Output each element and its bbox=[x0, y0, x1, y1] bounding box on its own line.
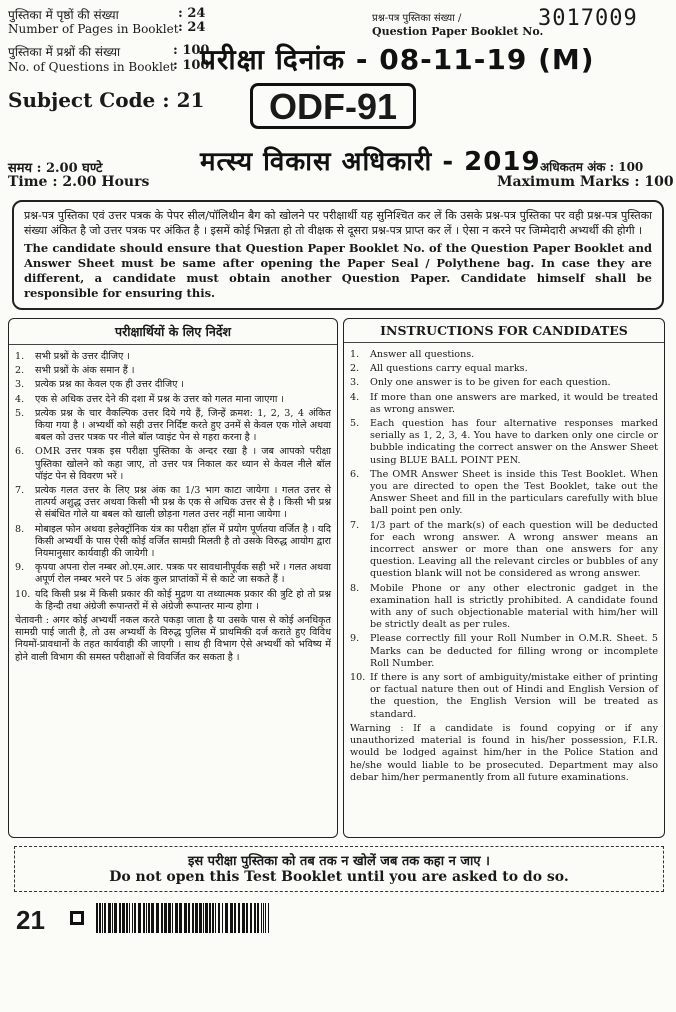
english-instruction-5 bbox=[350, 418, 658, 467]
instruction-number: 7. bbox=[350, 519, 360, 531]
hindi-instructions-list bbox=[9, 351, 337, 613]
barcode-bar bbox=[263, 903, 264, 933]
booklet-number: 3017009 bbox=[538, 6, 638, 31]
paper-code-box: ODF-91 bbox=[250, 83, 416, 129]
instruction-number: 8. bbox=[350, 582, 360, 594]
english-instruction-7 bbox=[350, 520, 658, 581]
instruction-number: 2. bbox=[15, 365, 25, 377]
barcode-bar bbox=[199, 903, 202, 933]
barcode-bar bbox=[112, 903, 113, 933]
instruction-number: 4. bbox=[350, 391, 360, 403]
instruction-text: प्रत्येक प्रश्न का केवल एक ही उत्तर दीजिए । bbox=[35, 379, 185, 391]
max-marks-en: Maximum Marks : 100 bbox=[497, 174, 674, 190]
pages-label-en: Number of Pages in Booklet bbox=[8, 22, 179, 36]
booklet-check-warning bbox=[12, 200, 664, 310]
barcode-bar bbox=[195, 903, 198, 933]
barcode-bar bbox=[102, 903, 103, 933]
do-not-open-notice bbox=[14, 846, 664, 892]
instruction-text: Mobile Phone or any other electronic gadget in the examination hall is strictly prohibited. A candidate found with any of such objectionable material with him/her will be strictly dealt as per rules. bbox=[370, 582, 658, 631]
hindi-instruction-5 bbox=[15, 408, 331, 445]
handwritten-exam-date: परीक्षा दिनांक - 08-11-19 (M) bbox=[200, 43, 595, 76]
hindi-instruction-10 bbox=[15, 589, 331, 613]
barcode-bar bbox=[172, 903, 173, 933]
barcode-bar bbox=[268, 903, 269, 933]
english-instructions-list bbox=[344, 349, 664, 721]
barcode-bar bbox=[148, 903, 150, 933]
instruction-text: If more than one answers are marked, it would be treated as wrong answer. bbox=[370, 391, 658, 415]
subject-code-bottom: 21 bbox=[16, 905, 45, 935]
english-instruction-9 bbox=[350, 633, 658, 670]
questions-label-hi: पुस्तिका में प्रश्नों की संख्या bbox=[8, 45, 121, 59]
barcode-bar bbox=[261, 903, 262, 933]
instruction-text: If there is any sort of ambiguity/mistake either of printing or factual nature then out of Hindi and English Version of the question, the English Version will be treated as standard. bbox=[370, 672, 658, 720]
do-not-open-en: Do not open this Test Booklet until you are asked to do so. bbox=[109, 869, 569, 885]
english-instruction-2 bbox=[350, 363, 658, 375]
barcode-bar bbox=[132, 903, 133, 933]
hindi-instruction-1 bbox=[15, 351, 331, 363]
instruction-text: कृपया अपना रोल नम्बर ओ.एम.आर. पत्रक पर सावधानीपूर्वक सही भरें । गलत अथवा अपूर्ण रोल नम्बर भरने पर 5 अंक कुल प्राप्तांकों में से काटे जा सकते हैं । bbox=[35, 562, 331, 586]
pages-value-en: : 24 bbox=[178, 20, 206, 35]
barcode bbox=[96, 903, 272, 933]
barcode-bar bbox=[238, 903, 240, 933]
english-instruction-6 bbox=[350, 469, 658, 518]
instruction-number: 8. bbox=[15, 523, 25, 535]
instruction-number: 3. bbox=[350, 377, 360, 389]
pages-label-hi: पुस्तिका में पृष्ठों की संख्या bbox=[8, 8, 119, 22]
subject-code: Subject Code : 21 bbox=[8, 88, 205, 112]
square-mark-icon bbox=[70, 911, 84, 925]
max-marks-hi: अधिकतम अंक : 100 bbox=[540, 160, 644, 174]
english-instructions-title: INSTRUCTIONS FOR CANDIDATES bbox=[380, 323, 628, 338]
booklet-no-label-en: Question Paper Booklet No. bbox=[372, 25, 544, 38]
hindi-instruction-9 bbox=[15, 562, 331, 586]
instruction-number: 6. bbox=[350, 468, 360, 480]
barcode-bar bbox=[122, 903, 125, 933]
barcode-bar bbox=[234, 903, 236, 933]
barcode-bar bbox=[175, 903, 178, 933]
hindi-instruction-7 bbox=[15, 485, 331, 522]
barcode-bar bbox=[108, 903, 111, 933]
barcode-bar bbox=[138, 903, 141, 933]
barcode-bar bbox=[203, 903, 204, 933]
barcode-bar bbox=[114, 903, 117, 933]
barcode-bar bbox=[96, 903, 98, 933]
barcode-bar bbox=[188, 903, 190, 933]
barcode-bar bbox=[119, 903, 121, 933]
hindi-warning: चेतावनी : अगर कोई अभ्यर्थी नकल करते पकड़ा जाता है या उसके पास से कोई अनधिकृत सामग्री पाई जाती है, तो उस अभ्यर्थी के विरुद्ध पुलिस में प्राथमिकी दर्ज कराते हुए विविध नियमों-प्रावधानों के तहत कार्यवाही की जाएगी । साथ ही विभाग ऐसे अभ्यर्थी को भविष्य में होने वाली विभाग की समस्त परीक्षाओं से विवर्जित कर सकता है । bbox=[15, 615, 331, 663]
warning-hindi: प्रश्न-पत्र पुस्तिका एवं उत्तर पत्रक के पेपर सील/पॉलिथीन बैग को खोलने पर परीक्षार्थी यह सुनिश्चित कर लें कि उसके प्रश्न-पत्र पुस्तिका पर वही प्रश्न-पत्र पुस्तिका संख्या अंकित है जो उत्तर पत्रक पर अंकित है । इसमें कोई भिन्नता हो तो वीक्षक से दूसरा प्रश्न-पत्र प्राप्त कर लें । ऐसा न करने पर जिम्मेदारी अभ्यर्थी की होगी । bbox=[24, 209, 652, 237]
english-instruction-8 bbox=[350, 583, 658, 632]
english-instructions-panel bbox=[343, 318, 665, 838]
hindi-instructions-title: परीक्षार्थियों के लिए निर्देश bbox=[115, 324, 231, 339]
instruction-number: 1. bbox=[350, 349, 360, 360]
instruction-text: Each question has four alternative responses marked serially as 1, 2, 3, 4. You have to darken only one circle or bubble indicating the correct answer on the Answer Sheet using BLUE BALL POINT PEN. bbox=[370, 418, 658, 466]
barcode-bar bbox=[192, 903, 194, 933]
instruction-number: 9. bbox=[15, 562, 25, 574]
barcode-bar bbox=[126, 903, 128, 933]
barcode-bar bbox=[209, 903, 211, 933]
instruction-number: 7. bbox=[15, 485, 25, 497]
barcode-bar bbox=[184, 903, 187, 933]
questions-label-en: No. of Questions in Booklet bbox=[8, 60, 175, 74]
hindi-instructions-panel bbox=[8, 318, 338, 838]
instruction-text: Answer all questions. bbox=[370, 349, 475, 360]
barcode-bar bbox=[164, 903, 167, 933]
booklet-no-label-hi: प्रश्न-पत्र पुस्तिका संख्या / bbox=[372, 13, 462, 24]
barcode-bar bbox=[242, 903, 245, 933]
instruction-number: 1. bbox=[15, 351, 25, 362]
do-not-open-hi: इस परीक्षा पुस्तिका को तब तक न खोलें जब तक कहा न जाए । bbox=[187, 854, 490, 869]
instruction-text: सभी प्रश्नों के अंक समान हैं । bbox=[35, 365, 135, 377]
instruction-text: 1/3 part of the mark(s) of each question will be deducted for each wrong answer. A wrong answer means an incorrect answer or more than one answers for any question. Leaving all the relevant circles or bubbles of any question blank will not be considered as wrong answer. bbox=[370, 519, 658, 580]
warning-english: The candidate should ensure that Question Paper Booklet No. of the Question Paper Booklet and Answer Sheet must be same after opening the Paper Seal / Polythene bag. In case they are different, a candidate must obtain another Question Paper. Candidate himself shall be responsible for ensuring this. bbox=[24, 241, 652, 300]
barcode-bar bbox=[222, 903, 223, 933]
instruction-text: All questions carry equal marks. bbox=[370, 363, 528, 375]
instruction-text: यदि किसी प्रश्न में किसी प्रकार की कोई मुद्रण या तथ्यात्मक प्रकार की त्रुटि हो तो प्रश्न के हिन्दी तथा अंग्रेजी रूपान्तरों में से अंग्रेजी रूपान्तर मान्य होगा । bbox=[35, 588, 331, 612]
instruction-number: 10. bbox=[350, 672, 366, 684]
hindi-instruction-3 bbox=[15, 379, 331, 391]
barcode-bar bbox=[215, 903, 216, 933]
barcode-bar bbox=[134, 903, 136, 933]
instruction-number: 5. bbox=[15, 407, 25, 419]
instruction-number: 6. bbox=[15, 446, 25, 458]
instruction-number: 5. bbox=[350, 418, 360, 430]
instruction-number: 4. bbox=[15, 393, 25, 405]
instruction-text: प्रत्येक प्रश्न के चार वैकल्पिक उत्तर दिये गये हैं, जिन्हें क्रमश: 1, 2, 3, 4 अंकित किया गया है । अभ्यर्थी को सही उत्तर निर्दिष्ट करते हुए उनमें से केवल एक गोले अथवा बबल को उत्तर पत्रक पर नीले बॉल प्वाइंट पेन से गहरा करना है । bbox=[35, 407, 331, 444]
english-instruction-4 bbox=[350, 392, 658, 416]
instruction-number: 9. bbox=[350, 633, 360, 645]
barcode-bar bbox=[205, 903, 208, 933]
handwritten-post-name: मत्स्य विकास अधिकारी - 2019 bbox=[200, 147, 541, 177]
instruction-text: Only one answer is to be given for each question. bbox=[370, 377, 611, 389]
barcode-bar bbox=[179, 903, 182, 933]
barcode-bar bbox=[156, 903, 159, 933]
pages-value: : 24 bbox=[178, 6, 206, 21]
time-en: Time : 2.00 Hours bbox=[8, 174, 150, 190]
english-instruction-1 bbox=[350, 349, 658, 361]
barcode-bar bbox=[99, 903, 101, 933]
barcode-bar bbox=[146, 903, 147, 933]
barcode-bar bbox=[230, 903, 233, 933]
barcode-bar bbox=[151, 903, 154, 933]
barcode-bar bbox=[104, 903, 106, 933]
barcode-bar bbox=[143, 903, 145, 933]
barcode-bar bbox=[250, 903, 252, 933]
instruction-number: 3. bbox=[15, 379, 25, 391]
instruction-number: 10. bbox=[15, 588, 31, 600]
barcode-bar bbox=[225, 903, 228, 933]
hindi-instruction-8 bbox=[15, 524, 331, 561]
barcode-bar bbox=[254, 903, 256, 933]
hindi-instruction-2 bbox=[15, 365, 331, 377]
instruction-text: OMR उत्तर पत्रक इस परीक्षा पुस्तिका के अन्दर रखा है । जब आपको परीक्षा पुस्तिका खोलने को कहा जाए, तो उत्तर पत्र निकाल कर ध्यान से केवल नीले बॉल पॉइंट पेन से विवरण भरें । bbox=[35, 446, 331, 482]
questions-value: : 100 bbox=[173, 43, 210, 58]
english-instruction-3 bbox=[350, 377, 658, 389]
instruction-text: Please correctly fill your Roll Number in O.M.R. Sheet. 5 Marks can be deducted for filling wrong or incomplete Roll Number. bbox=[370, 633, 658, 669]
questions-value-en: : 100 bbox=[173, 58, 210, 73]
english-instruction-10 bbox=[350, 672, 658, 721]
instruction-text: मोबाइल फोन अथवा इलेक्ट्रॉनिक यंत्र का परीक्षा हॉल में प्रयोग पूर्णतया वर्जित है । यदि किसी अभ्यर्थी के पास ऐसी कोई वर्जित सामग्री मिलती है तो उसके विरुद्ध आयोग द्वारा नियमानुसार कार्यवाही की जायेगी । bbox=[35, 523, 331, 560]
hindi-instruction-4 bbox=[15, 394, 331, 406]
barcode-bar bbox=[168, 903, 171, 933]
instruction-text: The OMR Answer Sheet is inside this Test Booklet. When you are directed to open the Test Booklet, take out the Answer Sheet and fill in the particulars carefully with blue ball point pen only. bbox=[370, 468, 658, 517]
time-hi: समय : 2.00 घण्टे bbox=[8, 161, 103, 176]
barcode-bar bbox=[129, 903, 130, 933]
barcode-bar bbox=[212, 903, 214, 933]
barcode-bar bbox=[257, 903, 259, 933]
instruction-text: सभी प्रश्नों के उत्तर दीजिए । bbox=[35, 351, 130, 362]
barcode-bar bbox=[265, 903, 266, 933]
instruction-text: प्रत्येक गलत उत्तर के लिए प्रश्न अंक का 1/3 भाग काटा जायेगा । गलत उत्तर से तात्पर्य अशुद्ध उत्तर अथवा किसी भी प्रश्न के एक से अधिक उत्तर से है । किसी भी प्रश्न से संबंधित गोले या बबल को खाली छोड़ना गलत उत्तर नहीं माना जायेगा । bbox=[35, 485, 331, 521]
english-warning: Warning : If a candidate is found copying or if any unauthorized material is found in his/her possession, F.I.R. would be lodged against him/her in the Police Station and he/she would liable to be prosecuted. Department may also debar him/her permanently from all future examinations. bbox=[350, 722, 658, 783]
barcode-bar bbox=[246, 903, 248, 933]
barcode-bar bbox=[218, 903, 220, 933]
instruction-text: एक से अधिक उत्तर देने की दशा में प्रश्न के उत्तर को गलत माना जाएगा । bbox=[35, 393, 285, 405]
instruction-number: 2. bbox=[350, 363, 360, 375]
hindi-instruction-6 bbox=[15, 446, 331, 483]
barcode-bar bbox=[161, 903, 163, 933]
